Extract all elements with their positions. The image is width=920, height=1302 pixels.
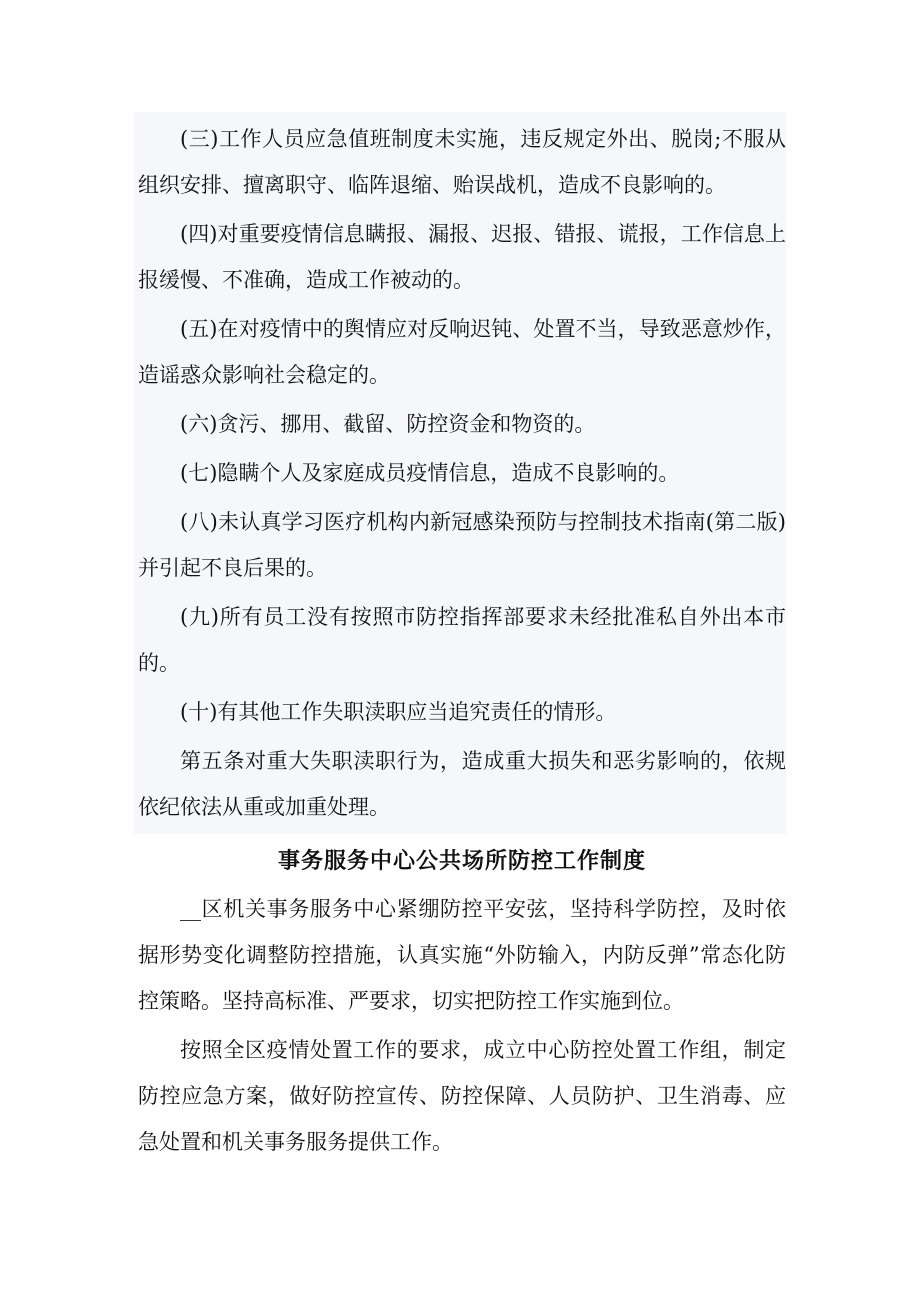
list-item: (八)未认真学习医疗机构内新冠感染预防与控制技术指南(第二版)并引起不良后果的。: [138, 510, 786, 580]
document-content: [138, 116, 786, 1165]
section-paragraph: __区机关事务服务中心紧绷防控平安弦，坚持科学防控，及时依据形势变化调整防控措施，认真实施“外防输入，内防反弹”常态化防控策略。坚持高标准、严要求，切实把防控工作实施到位。: [138, 897, 786, 1013]
list-item: (五)在对疫情中的舆情应对反响迟钝、处置不当，导致恶意炒作，造谣惑众影响社会稳定的。: [138, 317, 786, 387]
section-paragraph: 按照全区疫情处置工作的要求，成立中心防控处置工作组，制定防控应急方案，做好防控宣传、防控保障、人员防护、卫生消毒、应急处置和机关事务服务提供工作。: [138, 1038, 786, 1154]
section-title: 事务服务中心公共场所防控工作制度: [277, 849, 646, 874]
list-item: (四)对重要疫情信息瞒报、漏报、迟报、错报、谎报，工作信息上报缓慢、不准确，造成工作被动的。: [138, 222, 786, 292]
list-item: (六)贪污、挪用、截留、防控资金和物资的。: [180, 412, 596, 436]
list-item: (九)所有员工没有按照市防控指挥部要求未经批准私自外出本市的。: [138, 605, 786, 675]
list-item: (十)有其他工作失职渎职应当追究责任的情形。: [180, 700, 617, 724]
list-item: (三)工作人员应急值班制度未实施，违反规定外出、脱岗;不服从组织安排、擅离职守、临阵退缩、贻误战机，造成不良影响的。: [138, 127, 786, 197]
list-item: (七)隐瞒个人及家庭成员疫情信息，造成不良影响的。: [180, 461, 680, 485]
article-paragraph: 第五条对重大失职渎职行为，造成重大损失和恶劣影响的，依规依纪依法从重或加重处理。: [138, 749, 786, 819]
